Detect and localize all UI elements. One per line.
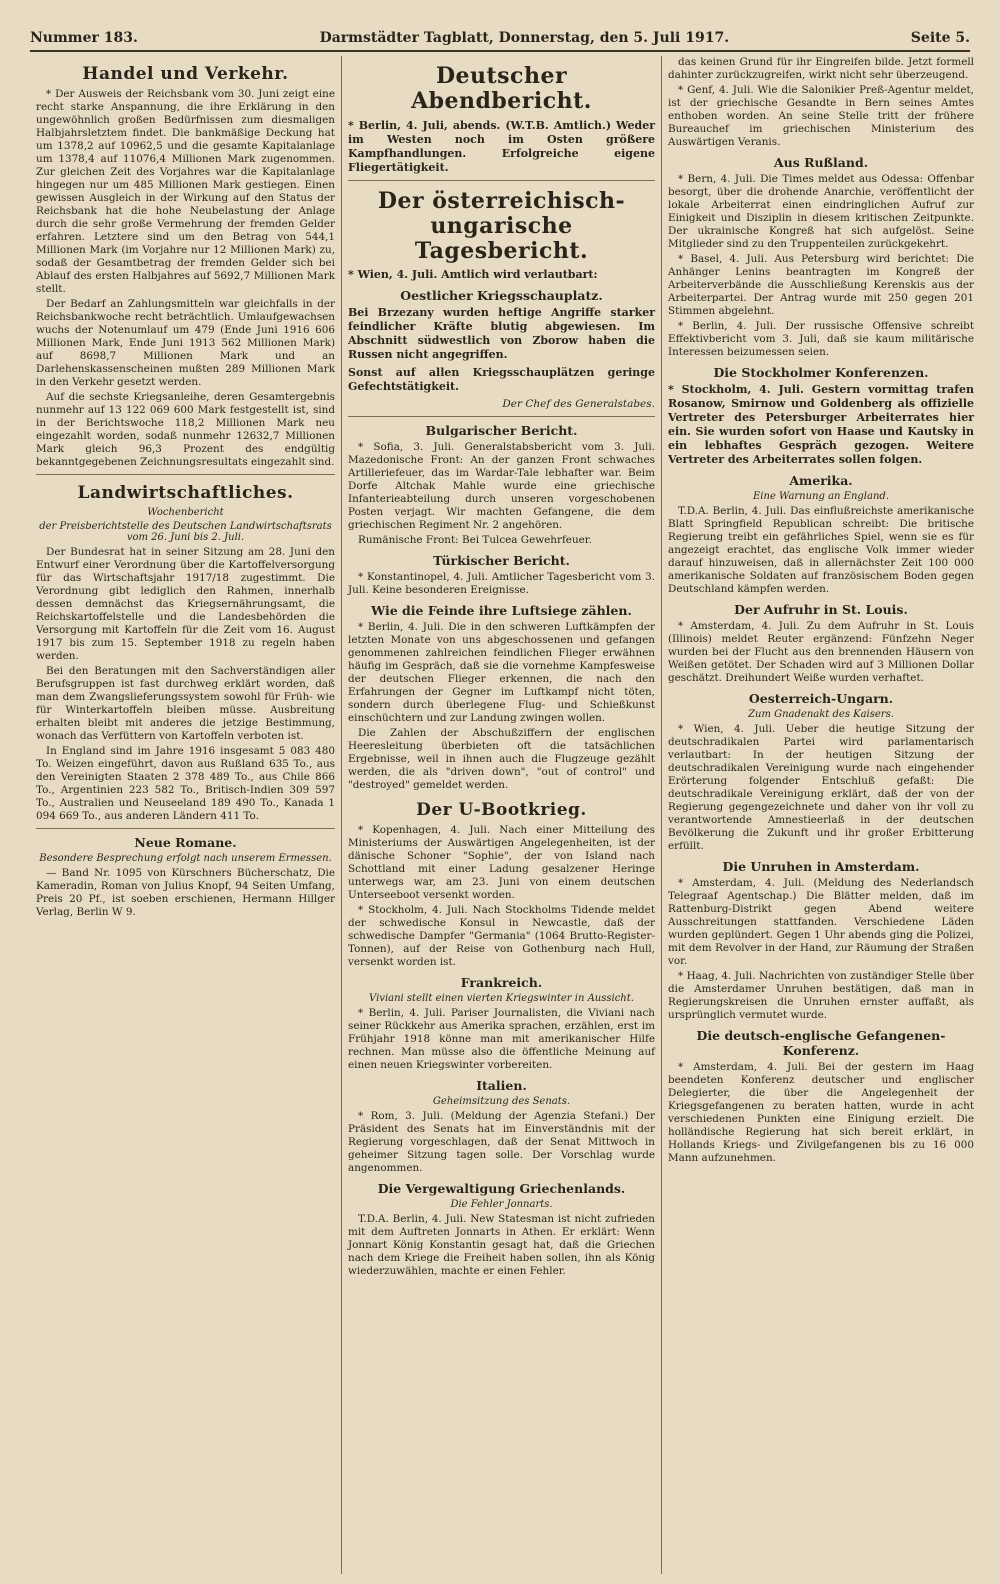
article-paragraph: * Wien, 4. Juli. Ueber die heutige Sitzung der deutschradikalen Partei wird parlamentarisch verlautbart: In der heutigen Sitzung der deutschradikalen Vereinigung wurde nach eingehender Erörterung folgender Entschluß gefaßt: Die deutschradikale Vereinigung erklärt, daß der von der Regierung gegengezeichnete und daher von ihr voll zu verantwortende Amnestieerlaß in der deutschen Bevölkerung die Zukunft und ihr großer Erbitterung erfüllt.: [668, 723, 974, 852]
section-title-handel: Handel und Verkehr.: [82, 64, 289, 84]
divider: [36, 474, 335, 475]
section-title-italien: Italien.: [476, 1078, 527, 1094]
article-paragraph: * Konstantinopel, 4. Juli. Amtlicher Tagesbericht vom 3. Juli. Keine besonderen Ereignisse.: [348, 571, 655, 597]
article-paragraph: * Bern, 4. Juli. Die Times meldet aus Odessa: Offenbar besorgt, über die drohende Anarchie, veröffentlicht der lokale Arbeiterrat einen eindringlichen Aufruf zur Einigkeit und Disziplin in diesem kritischen Zeitpunkte. Der ukrainische Kongreß hat sich aufgelöst. Seine Mitglieder sind zu den Truppenteilen zurückgekehrt.: [668, 173, 974, 250]
article-paragraph: * Wien, 4. Juli. Amtlich wird verlautbart:: [348, 268, 598, 282]
article-paragraph: T.D.A. Berlin, 4. Juli. Das einflußreichste amerikanische Blatt Springfield Republican schreibt: Die britische Regierung treibt ein gefährliches Spiel, wenn sie es für angezeigt erachtet, das englische Volk immer wieder darauf hinzuweisen, daß in allernächster Zeit 100 000 amerikanische Soldaten auf französischem Boden gegen Deutschland kämpfen werden.: [668, 505, 974, 595]
article-paragraph: Sonst auf allen Kriegsschauplätzen geringe Gefechtstätigkeit.: [348, 366, 655, 394]
article-paragraph: Bei Brzezany wurden heftige Angriffe starker feindlicher Kräfte blutig abgewiesen. Im Abschnitt südwestlich von Zborow haben die Russen nicht angegriffen.: [348, 306, 655, 362]
section-title-amerika: Amerika.: [789, 473, 853, 488]
section-subtitle: Geheimsitzung des Senats.: [432, 1096, 571, 1108]
article-paragraph: Der Bundesrat hat in seiner Sitzung am 28. Juni den Entwurf einer Verordnung über die Kartoffelversorgung für das Wirtschaftsjahr 1917/18 zugestimmt. Die Verordnung gibt lediglich den Rahmen, innerhalb dessen demnächst das Kriegsernährungsamt, die Reichskartoffelstelle und die Landesbehörden die Versorgung mit Kartoffeln für die Zeit vom 16. August 1917 bis zum 15. September 1918 zu regeln haben werden.: [36, 546, 335, 662]
section-subtitle: Viviani stellt einen vierten Kriegswinter in Aussicht.: [369, 993, 634, 1005]
section-title-landwirtschaft: Landwirtschaftliches.: [77, 483, 294, 503]
section-title-oesterreich-ungarn: Der österreichisch-ungarische Tagesbericht.: [377, 187, 626, 265]
article-paragraph: * Berlin, 4. Juli. Der russische Offensive schreibt Effektivbericht vom 3. Juli, daß sie kaum militärische Interessen beizumessen seien.: [668, 320, 974, 358]
article-paragraph: * Genf, 4. Juli. Wie die Salonikier Preß-Agentur meldet, ist der griechische Gesandte in Bern seines Amtes enthoben worden. An seine Stelle tritt der frühere Bureauchef im griechischen Ministerium des Auswärtigen Veranis.: [668, 84, 974, 148]
section-title-abendbericht: Deutscher Abendbericht.: [411, 63, 592, 115]
column-3: [662, 56, 980, 1574]
article-paragraph: — Band Nr. 1095 von Kürschners Bücherschatz, Die Kameradin, Roman von Julius Knopf, 94 Seiten Umfang, Preis 20 Pf., ist soeben erschienen, Hermann Hillger Verlag, Berlin W 9.: [36, 867, 335, 918]
article-paragraph: * Haag, 4. Juli. Nachrichten von zuständiger Stelle über die Amsterdamer Unruhen bestätigen, daß man in Regierungskreisen die Unruhen ernster auffaßt, als ursprünglich vermutet wurde.: [668, 970, 974, 1021]
masthead: [30, 26, 970, 52]
section-title-amsterdam: Die Unruhen in Amsterdam.: [722, 859, 920, 874]
section-title-oesterreich-ungarn-2: Oesterreich-Ungarn.: [748, 691, 894, 706]
section-title-bulgarien: Bulgarischer Bericht.: [425, 423, 578, 439]
article-paragraph: * Der Ausweis der Reichsbank vom 30. Juni zeigt eine recht starke Anspannung, die ihre Erklärung in den ungewöhnlich großen Bedürfnissen zum diesmaligen Halbjahrsletztem findet. Die bankmäßige Deckung hat um 1378,2 auf 10962,5 und die gesamte Kapitalanlage um 1378,4 auf 11076,4 Millionen Mark zugenommen. Zur gleichen Zeit des Vorjahres war die Kapitalanlage hingegen nur um 485 Millionen Mark gestiegen. Einen gewissen Ausgleich in der Wirkung auf den Status der Reichsbank hat die hohe Neubelastung der Anlage durch die sehr große Vermehrung der fremden Gelder erfahren. Letztere sind um den Betrag von 544,1 Millionen Mark (im Vorjahre nur 12 Millionen Mark) zu, sodaß der Gesamtbetrag der fremden Gelder sich bei Ablauf des ersten Halbjahres auf 5692,7 Millionen Mark stellt.: [36, 88, 335, 295]
columns: [30, 56, 980, 1574]
section-subtitle: Eine Warnung an England.: [753, 491, 889, 502]
signature: Der Chef des Generalstabes.: [502, 398, 655, 411]
article-paragraph: * Berlin, 4. Juli, abends. (W.T.B. Amtlich.) Weder im Westen noch im Osten größere Kampfhandlungen. Erfolgreiche eigene Fliegertätigkeit.: [348, 118, 655, 174]
article-paragraph: * Rom, 3. Juli. (Meldung der Agenzia Stefani.) Der Präsident des Senats hat im Einverständnis mit der Regierung vorgeschlagen, daß der Senat Mittwoch in geheimer Sitzung tagen solle. Der Vorschlag wurde angenommen.: [348, 1110, 655, 1175]
article-paragraph: Die Zahlen der Abschußziffern der englischen Heeresleitung überbieten oft die tatsächlichen Ergebnisse, weil in ihnen auch die Flugzeuge gezählt werden, die als "driven down", "out of control" und "destroyed" gemeldet werden.: [348, 727, 655, 792]
article-paragraph: * Kopenhagen, 4. Juli. Nach einer Mitteilung des Ministeriums der Auswärtigen Angelegenheiten, ist der dänische Schoner "Sophie", der von Island nach Schottland mit einer Ladung gesalzener Heringe unterwegs war, am 23. Juni von einem deutschen Unterseeboot versenkt worden.: [348, 824, 655, 902]
article-paragraph: Der Bedarf an Zahlungsmitteln war gleichfalls in der Reichsbankwoche recht beträchtlich. Umlaufgewachsen wuchs der Notenumlauf um 479 (Ende Juni 1916 606 Millionen Mark, Ende Juni 1913 562 Millionen Mark) auf 8698,7 Millionen Mark und an Darlehenskassenscheinen mußten 289 Millionen Mark in den Verkehr gesetzt werden.: [36, 298, 335, 388]
section-subtitle: Die Fehler Jonnarts.: [450, 1199, 553, 1211]
article-paragraph: * Amsterdam, 4. Juli. (Meldung des Nederlandsch Telegraaf Agentschap.) Die Blätter melden, daß im Rattenburg-Distrikt gegen Abend weitere Ausschreitungen stattfanden. Verschiedene Läden wurden geplündert. Gegen 1 Uhr abends ging die Polizei, mit dem Revolver in der Hand, zur Räumung der Straßen vor.: [668, 877, 974, 967]
section-subtitle: Besondere Besprechung erfolgt nach unserem Ermessen.: [39, 853, 332, 864]
section-title-frankreich: Frankreich.: [460, 975, 543, 991]
article-paragraph: * Berlin, 4. Juli. Die in den schweren Luftkämpfen der letzten Monate von uns abgeschossenen und gefangen genommenen zahlreichen feindlichen Flieger erwähnen häufig im Gespräch, daß sie die vornehme Kampfesweise der deutschen Flieger erkennen, die nach den Erfahrungen der Gegner im Luftkampf nicht töten, sondern durch überlegene Flug- und Schießkunst einschüchtern und zur Landung zwingen wollen.: [348, 621, 655, 725]
section-title-romane: Neue Romane.: [134, 835, 237, 850]
section-title-griechenland: Die Vergewaltigung Griechenlands.: [377, 1181, 626, 1197]
section-title-st-louis: Der Aufruhr in St. Louis.: [734, 602, 908, 617]
article-paragraph: * Berlin, 4. Juli. Pariser Journalisten, die Viviani nach seiner Rückkehr aus Amerika sprachen, erzählen, erst im Frühjahr 1918 könne man mit amerikanischer Hilfe rechnen. Man müsse also die öffentliche Meinung auf einen neuen Kriegswinter vorbereiten.: [348, 1007, 655, 1072]
section-title-stockholm: Die Stockholmer Konferenzen.: [713, 365, 929, 380]
article-paragraph: * Stockholm, 4. Juli. Gestern vormittag trafen Rosanow, Smirnow und Goldenberg als offizielle Vertreter des Petersburger Arbeiterrates hier ein. Sie wurden sofort von Haase und Kautsky in ein lebhaftes Gespräch gezogen. Weitere Vertreter des Arbeiterrates sollen folgen.: [668, 383, 974, 466]
article-paragraph: Bei den Beratungen mit den Sachverständigen aller Berufsgruppen ist fast durchweg erklärt worden, daß man dem Zwangslieferungssystem sowohl für Früh- wie für Winterkartoffeln bleiben müsse. Ausbreitung erhalten bleibt mit anderes die jetzige Bestimmung, wonach das Verfüttern von Kartoffeln verboten ist.: [36, 665, 335, 742]
section-subtitle: der Preisberichtstelle des Deutschen Landwirtschaftsrats vom 26. Juni bis 2. Juli.: [39, 521, 332, 543]
column-1: [30, 56, 342, 1574]
article-paragraph: das keinen Grund für ihr Eingreifen bilde. Jetzt formell dahinter zurückzugreifen, wirkt nicht sehr überzeugend.: [668, 56, 974, 81]
section-title-luftsiege: Wie die Feinde ihre Luftsiege zählen.: [371, 603, 632, 619]
section-subtitle: Wochenbericht: [147, 507, 224, 518]
article-paragraph: * Stockholm, 4. Juli. Nach Stockholms Tidende meldet der schwedische Konsul in Newcastle, daß der schwedische Dampfer "Germania" (1064 Brutto-Register-Tonnen), auf der Reise von Gothenburg nach Hull, versenkt worden ist.: [348, 904, 655, 969]
article-paragraph: In England sind im Jahre 1916 insgesamt 5 083 480 To. Weizen eingeführt, davon aus Rußland 635 To., aus den Vereinigten Staaten 2 378 489 To., aus Chile 866 To., Argentinien 223 582 To., Britisch-Indien 309 597 To., Australien und Neuseeland 189 490 To., Kanada 1 094 669 To., aus anderen Ländern 411 To.: [36, 745, 335, 822]
page-number: Seite 5.: [910, 30, 970, 46]
section-title-russland: Aus Rußland.: [773, 155, 869, 170]
section-title-tuerkei: Türkischer Bericht.: [433, 553, 570, 569]
article-paragraph: * Sofia, 3. Juli. Generalstabsbericht vom 3. Juli. Mazedonische Front: An der ganzen Front schwaches Artilleriefeuer, das im Wardar-Tale lebhafter war. Beim Dorfe Altchak Mahle wurde eine griechische Infanterieabteilung durch unseren vorgeschobenen Posten verjagt. Wir machten Gefangene, die dem griechischen Regiment Nr. 2 angehören.: [348, 441, 655, 532]
section-subtitle: Oestlicher Kriegsschauplatz.: [400, 288, 603, 304]
column-2: [342, 56, 662, 1574]
article-paragraph: T.D.A. Berlin, 4. Juli. New Statesman ist nicht zufrieden mit dem Auftreten Jonnarts in Athen. Er erklärt: Wenn Jonnart König Konstantin gesagt hat, daß die Griechen nach dem Kriege die Freiheit haben sollen, ihn als König wiederzuwählen, machte er einen Fehler.: [348, 1213, 655, 1278]
issue-number: Nummer 183.: [30, 30, 138, 46]
article-paragraph: Auf die sechste Kriegsanleihe, deren Gesamtergebnis nunmehr auf 13 122 069 600 Mark festgestellt ist, sind in der Berichtswoche 118,2 Millionen Mark neu eingezahlt worden, sodaß nunmehr 12632,7 Millionen Mark gleich 96,3 Prozent des endgültig bekanntgegebenen Zeichnungsresultats eingezahlt sind.: [36, 391, 335, 468]
section-title-gefangenen-konferenz: Die deutsch-englische Gefangenen-Konferenz.: [696, 1028, 946, 1058]
section-subtitle: Zum Gnadenakt des Kaisers.: [748, 709, 894, 720]
divider: [36, 828, 335, 829]
article-paragraph: Rumänische Front: Bei Tulcea Gewehrfeuer.: [358, 534, 592, 547]
divider: [348, 180, 655, 181]
paper-title-date: Darmstädter Tagblatt, Donnerstag, den 5. Juli 1917.: [319, 30, 730, 46]
section-title-ubootkrieg: Der U-Bootkrieg.: [416, 800, 587, 821]
article-paragraph: * Basel, 4. Juli. Aus Petersburg wird berichtet: Die Anhänger Lenins beantragten im Kongreß der Arbeiterverbände die Ausschließung Kerenskis aus der Arbeiterpartei. Der Antrag wurde mit 250 gegen 201 Stimmen abgelehnt.: [668, 253, 974, 317]
article-paragraph: * Amsterdam, 4. Juli. Zu dem Aufruhr in St. Louis (Illinois) meldet Reuter ergänzend: Fünfzehn Neger wurden bei der Flucht aus den brennenden Häusern von Weißen getötet. Der Schaden wird auf 3 Millionen Dollar geschätzt. Dreihundert Weiße wurden verhaftet.: [668, 620, 974, 684]
divider: [348, 416, 655, 417]
article-paragraph: * Amsterdam, 4. Juli. Bei der gestern im Haag beendeten Konferenz deutscher und englischer Delegierter, die über die Angelegenheit der Kriegsgefangenen zu beraten hatten, wurde in acht verschiedenen Punkten eine Einigung erzielt. Die holländische Regierung hat sich bereit erklärt, in Hollands Kriegs- und Zivilgefangenen bis zu 16 000 Mann aufzunehmen.: [668, 1061, 974, 1164]
